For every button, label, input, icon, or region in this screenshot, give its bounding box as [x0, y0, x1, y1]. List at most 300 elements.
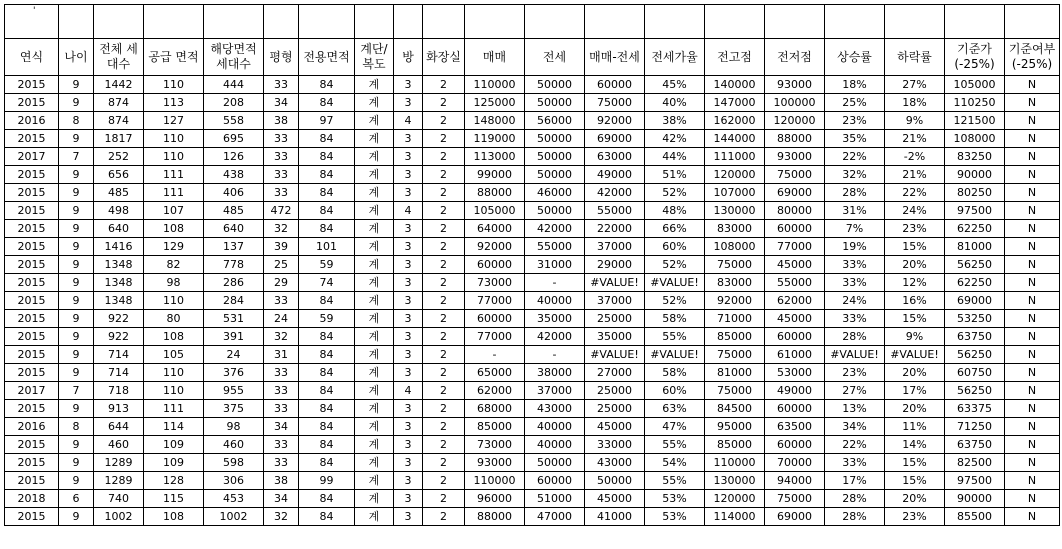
table-cell[interactable]: 40000	[525, 292, 585, 310]
table-cell[interactable]: 110000	[705, 454, 765, 472]
table-cell[interactable]: 60000	[765, 436, 825, 454]
table-cell[interactable]: 84	[299, 328, 355, 346]
table-cell[interactable]: 계	[355, 112, 394, 130]
table-cell[interactable]: 35%	[825, 130, 885, 148]
table-cell[interactable]: 1348	[94, 292, 144, 310]
table-cell[interactable]: 계	[355, 454, 394, 472]
column-header[interactable]: 상승률	[825, 39, 885, 76]
corner-mark-cell[interactable]: '	[5, 5, 59, 39]
table-cell[interactable]: 60750	[945, 364, 1005, 382]
table-cell[interactable]: 119000	[465, 130, 525, 148]
table-cell[interactable]: 9	[59, 76, 94, 94]
table-cell[interactable]: 60000	[525, 472, 585, 490]
column-header[interactable]: 계단/ 복도	[355, 39, 394, 76]
table-cell[interactable]: N	[1005, 112, 1060, 130]
table-cell[interactable]: 계	[355, 184, 394, 202]
table-cell[interactable]: N	[1005, 256, 1060, 274]
table-cell[interactable]: 9	[59, 454, 94, 472]
table-cell[interactable]: 42000	[585, 184, 645, 202]
table-cell[interactable]: 88000	[465, 184, 525, 202]
table-cell[interactable]: 38000	[525, 364, 585, 382]
table-cell[interactable]: 계	[355, 202, 394, 220]
table-cell[interactable]: 2017	[5, 382, 59, 400]
table-cell[interactable]: 128	[144, 472, 204, 490]
table-cell[interactable]: 63750	[945, 328, 1005, 346]
table-cell[interactable]: 105	[144, 346, 204, 364]
table-cell[interactable]: 52%	[645, 292, 705, 310]
table-cell[interactable]: 2015	[5, 508, 59, 526]
table-cell[interactable]: 2015	[5, 310, 59, 328]
table-cell[interactable]: 9	[59, 310, 94, 328]
table-cell[interactable]: 75000	[765, 490, 825, 508]
table-cell[interactable]: 3	[394, 184, 423, 202]
table-cell[interactable]: 2015	[5, 238, 59, 256]
table-cell[interactable]: 83000	[705, 274, 765, 292]
table-cell[interactable]: 25%	[825, 94, 885, 112]
column-header[interactable]: 하락률	[885, 39, 945, 76]
table-cell[interactable]: 2	[423, 202, 465, 220]
table-cell[interactable]: 2	[423, 274, 465, 292]
table-cell[interactable]: 2015	[5, 472, 59, 490]
table-cell[interactable]: N	[1005, 292, 1060, 310]
table-cell[interactable]: 8	[59, 418, 94, 436]
column-header[interactable]: 전세	[525, 39, 585, 76]
table-cell[interactable]: 93000	[765, 148, 825, 166]
table-cell[interactable]: 640	[204, 220, 264, 238]
table-cell[interactable]: N	[1005, 220, 1060, 238]
table-cell[interactable]: 129	[144, 238, 204, 256]
table-cell[interactable]: 4	[394, 112, 423, 130]
table-cell[interactable]: 33	[264, 382, 299, 400]
table-cell[interactable]: 65000	[465, 364, 525, 382]
table-cell[interactable]: -	[525, 274, 585, 292]
table-cell[interactable]: 1002	[94, 508, 144, 526]
table-cell[interactable]: N	[1005, 94, 1060, 112]
table-cell[interactable]: 4	[394, 202, 423, 220]
table-cell[interactable]: N	[1005, 400, 1060, 418]
table-cell[interactable]: 계	[355, 418, 394, 436]
table-cell[interactable]: 계	[355, 166, 394, 184]
table-cell[interactable]: 9	[59, 256, 94, 274]
table-cell[interactable]: 20%	[885, 256, 945, 274]
table-cell[interactable]: 35000	[525, 310, 585, 328]
table-cell[interactable]: 21%	[885, 166, 945, 184]
table-cell[interactable]: 24%	[885, 202, 945, 220]
table-cell[interactable]: 2015	[5, 166, 59, 184]
table-cell[interactable]: 109	[144, 436, 204, 454]
table-cell[interactable]: 2	[423, 94, 465, 112]
table-cell[interactable]: 33%	[825, 256, 885, 274]
table-cell[interactable]: 50000	[525, 76, 585, 94]
table-cell[interactable]: 19%	[825, 238, 885, 256]
table-cell[interactable]: 453	[204, 490, 264, 508]
table-cell[interactable]: 955	[204, 382, 264, 400]
table-cell[interactable]: N	[1005, 274, 1060, 292]
table-cell[interactable]: 계	[355, 256, 394, 274]
table-cell[interactable]: 계	[355, 328, 394, 346]
table-cell[interactable]: 3	[394, 328, 423, 346]
table-cell[interactable]: N	[1005, 76, 1060, 94]
column-header[interactable]: 전세가율	[645, 39, 705, 76]
table-cell[interactable]: 계	[355, 310, 394, 328]
table-cell[interactable]: 3	[394, 166, 423, 184]
table-cell[interactable]: 66%	[645, 220, 705, 238]
table-cell[interactable]: 31000	[525, 256, 585, 274]
table-cell[interactable]: 110	[144, 364, 204, 382]
table-cell[interactable]: 108	[144, 220, 204, 238]
table-cell[interactable]: 3	[394, 310, 423, 328]
table-cell[interactable]: 3	[394, 454, 423, 472]
table-cell[interactable]: 33%	[825, 310, 885, 328]
table-cell[interactable]: 56250	[945, 256, 1005, 274]
table-cell[interactable]: 32%	[825, 166, 885, 184]
table-cell[interactable]: 1289	[94, 472, 144, 490]
table-cell[interactable]: N	[1005, 490, 1060, 508]
table-cell[interactable]: 84	[299, 220, 355, 238]
table-cell[interactable]: 84	[299, 94, 355, 112]
table-cell[interactable]: 695	[204, 130, 264, 148]
table-cell[interactable]: 37000	[525, 382, 585, 400]
table-cell[interactable]: N	[1005, 382, 1060, 400]
table-cell[interactable]: 111	[144, 166, 204, 184]
column-header[interactable]: 기준여부 (-25%)	[1005, 39, 1060, 76]
table-cell[interactable]: 2	[423, 328, 465, 346]
table-cell[interactable]: 3	[394, 472, 423, 490]
table-cell[interactable]: 77000	[465, 292, 525, 310]
table-cell[interactable]: 계	[355, 274, 394, 292]
table-cell[interactable]: 2	[423, 508, 465, 526]
table-cell[interactable]: 계	[355, 238, 394, 256]
table-cell[interactable]: 100000	[765, 94, 825, 112]
table-cell[interactable]: 계	[355, 472, 394, 490]
table-cell[interactable]: 111	[144, 400, 204, 418]
table-cell[interactable]: 92000	[705, 292, 765, 310]
table-cell[interactable]: 55000	[525, 238, 585, 256]
table-cell[interactable]: 121500	[945, 112, 1005, 130]
table-cell[interactable]: 9	[59, 274, 94, 292]
table-cell[interactable]: 9	[59, 220, 94, 238]
table-cell[interactable]: 92000	[585, 112, 645, 130]
table-cell[interactable]: 37000	[585, 238, 645, 256]
table-cell[interactable]: 55%	[645, 328, 705, 346]
table-cell[interactable]: 90000	[945, 166, 1005, 184]
table-cell[interactable]: 84	[299, 508, 355, 526]
table-cell[interactable]: 3	[394, 400, 423, 418]
table-cell[interactable]: 2015	[5, 454, 59, 472]
table-cell[interactable]: 24%	[825, 292, 885, 310]
table-cell[interactable]: 25000	[585, 400, 645, 418]
table-cell[interactable]: 31	[264, 346, 299, 364]
table-cell[interactable]: 80	[144, 310, 204, 328]
table-cell[interactable]: 17%	[885, 382, 945, 400]
table-cell[interactable]: 84	[299, 400, 355, 418]
table-cell[interactable]: 306	[204, 472, 264, 490]
table-cell[interactable]: 34	[264, 418, 299, 436]
table-cell[interactable]: 375	[204, 400, 264, 418]
table-cell[interactable]: 2016	[5, 418, 59, 436]
table-cell[interactable]: 125000	[465, 94, 525, 112]
table-cell[interactable]: 75000	[705, 256, 765, 274]
table-cell[interactable]: 2015	[5, 130, 59, 148]
table-cell[interactable]: 60000	[585, 76, 645, 94]
table-cell[interactable]: 498	[94, 202, 144, 220]
table-cell[interactable]: 110	[144, 130, 204, 148]
table-cell[interactable]: 2	[423, 130, 465, 148]
table-cell[interactable]: #VALUE!	[885, 346, 945, 364]
table-cell[interactable]: 2015	[5, 94, 59, 112]
table-cell[interactable]: 50000	[525, 94, 585, 112]
table-cell[interactable]: 147000	[705, 94, 765, 112]
table-cell[interactable]: 558	[204, 112, 264, 130]
table-cell[interactable]: 51%	[645, 166, 705, 184]
table-cell[interactable]: 84	[299, 382, 355, 400]
table-cell[interactable]: 84	[299, 148, 355, 166]
table-cell[interactable]: 20%	[885, 490, 945, 508]
table-cell[interactable]: 2015	[5, 76, 59, 94]
table-cell[interactable]: 108	[144, 508, 204, 526]
table-cell[interactable]: 70000	[765, 454, 825, 472]
column-header[interactable]: 기준가 (-25%)	[945, 39, 1005, 76]
table-cell[interactable]: 27000	[585, 364, 645, 382]
table-cell[interactable]: 55000	[765, 274, 825, 292]
table-cell[interactable]: 778	[204, 256, 264, 274]
table-cell[interactable]: 2	[423, 364, 465, 382]
table-cell[interactable]: 74	[299, 274, 355, 292]
column-header[interactable]: 매매	[465, 39, 525, 76]
table-cell[interactable]: 50000	[525, 166, 585, 184]
table-cell[interactable]: 28%	[825, 508, 885, 526]
column-header[interactable]: 전저점	[765, 39, 825, 76]
table-cell[interactable]: 2	[423, 238, 465, 256]
table-cell[interactable]: 9	[59, 292, 94, 310]
table-cell[interactable]: 29	[264, 274, 299, 292]
table-cell[interactable]: 252	[94, 148, 144, 166]
table-cell[interactable]: 1442	[94, 76, 144, 94]
table-cell[interactable]: 2	[423, 490, 465, 508]
table-cell[interactable]: 9	[59, 184, 94, 202]
table-cell[interactable]: 2	[423, 148, 465, 166]
table-cell[interactable]: 83250	[945, 148, 1005, 166]
table-cell[interactable]: 22%	[885, 184, 945, 202]
table-cell[interactable]: 계	[355, 148, 394, 166]
table-cell[interactable]: 84	[299, 292, 355, 310]
table-cell[interactable]: 2015	[5, 202, 59, 220]
table-cell[interactable]: 42%	[645, 130, 705, 148]
table-cell[interactable]: 33	[264, 148, 299, 166]
table-cell[interactable]: 15%	[885, 454, 945, 472]
table-cell[interactable]: 42000	[525, 220, 585, 238]
table-cell[interactable]: 15%	[885, 472, 945, 490]
column-header[interactable]: 나이	[59, 39, 94, 76]
table-cell[interactable]: 45%	[645, 76, 705, 94]
table-cell[interactable]: 93000	[465, 454, 525, 472]
table-cell[interactable]: 69000	[945, 292, 1005, 310]
table-cell[interactable]: 60000	[765, 328, 825, 346]
table-cell[interactable]: 9	[59, 130, 94, 148]
table-cell[interactable]: 101	[299, 238, 355, 256]
table-cell[interactable]: 107	[144, 202, 204, 220]
table-cell[interactable]: 20%	[885, 400, 945, 418]
table-cell[interactable]: 73000	[465, 436, 525, 454]
table-cell[interactable]: 3	[394, 94, 423, 112]
table-cell[interactable]: 485	[204, 202, 264, 220]
table-cell[interactable]: 598	[204, 454, 264, 472]
table-cell[interactable]: 2015	[5, 274, 59, 292]
table-cell[interactable]: 계	[355, 490, 394, 508]
table-cell[interactable]: 9	[59, 238, 94, 256]
table-cell[interactable]: 97500	[945, 202, 1005, 220]
table-cell[interactable]: 64000	[465, 220, 525, 238]
table-cell[interactable]: 2	[423, 436, 465, 454]
table-cell[interactable]: 98	[144, 274, 204, 292]
table-cell[interactable]: 113	[144, 94, 204, 112]
table-cell[interactable]: 84	[299, 364, 355, 382]
table-cell[interactable]: 60000	[465, 256, 525, 274]
table-cell[interactable]: 9	[59, 328, 94, 346]
table-cell[interactable]: 47%	[645, 418, 705, 436]
table-cell[interactable]: 33	[264, 166, 299, 184]
table-cell[interactable]: 2	[423, 472, 465, 490]
table-cell[interactable]: 25000	[585, 310, 645, 328]
table-cell[interactable]: 84	[299, 166, 355, 184]
table-cell[interactable]: 43000	[585, 454, 645, 472]
table-cell[interactable]: 73000	[465, 274, 525, 292]
table-cell[interactable]: 7	[59, 382, 94, 400]
table-cell[interactable]: 13%	[825, 400, 885, 418]
table-cell[interactable]: 3	[394, 418, 423, 436]
table-cell[interactable]: 계	[355, 130, 394, 148]
table-cell[interactable]: #VALUE!	[585, 346, 645, 364]
table-cell[interactable]: 32	[264, 220, 299, 238]
table-cell[interactable]: N	[1005, 184, 1060, 202]
table-cell[interactable]: 98	[204, 418, 264, 436]
table-cell[interactable]: 874	[94, 112, 144, 130]
table-cell[interactable]: 54%	[645, 454, 705, 472]
table-cell[interactable]: 7	[59, 148, 94, 166]
table-cell[interactable]: 4	[394, 382, 423, 400]
table-cell[interactable]: #VALUE!	[645, 274, 705, 292]
table-cell[interactable]: 97500	[945, 472, 1005, 490]
table-cell[interactable]: 2	[423, 184, 465, 202]
table-cell[interactable]: 84	[299, 436, 355, 454]
table-cell[interactable]: 32	[264, 328, 299, 346]
table-cell[interactable]: 28%	[825, 328, 885, 346]
column-header[interactable]: 공급 면적	[144, 39, 204, 76]
table-cell[interactable]: 99000	[465, 166, 525, 184]
table-cell[interactable]: 47000	[525, 508, 585, 526]
table-cell[interactable]: 9%	[885, 112, 945, 130]
table-cell[interactable]: 1416	[94, 238, 144, 256]
table-cell[interactable]: 120000	[705, 166, 765, 184]
table-cell[interactable]: 9	[59, 346, 94, 364]
table-cell[interactable]: 33	[264, 184, 299, 202]
table-cell[interactable]: 계	[355, 220, 394, 238]
table-cell[interactable]: 53%	[645, 490, 705, 508]
table-cell[interactable]: 81000	[705, 364, 765, 382]
table-cell[interactable]: 33	[264, 130, 299, 148]
table-cell[interactable]: 376	[204, 364, 264, 382]
table-cell[interactable]: 69000	[585, 130, 645, 148]
table-cell[interactable]: 38	[264, 112, 299, 130]
table-cell[interactable]: 3	[394, 508, 423, 526]
table-cell[interactable]: 406	[204, 184, 264, 202]
table-cell[interactable]: 90000	[945, 490, 1005, 508]
table-cell[interactable]: 49000	[765, 382, 825, 400]
table-cell[interactable]: 2017	[5, 148, 59, 166]
table-cell[interactable]: 33	[264, 292, 299, 310]
table-cell[interactable]: 82500	[945, 454, 1005, 472]
table-cell[interactable]: 84	[299, 418, 355, 436]
table-cell[interactable]: N	[1005, 346, 1060, 364]
table-cell[interactable]: 80250	[945, 184, 1005, 202]
table-cell[interactable]: 3	[394, 76, 423, 94]
table-cell[interactable]: 9	[59, 94, 94, 112]
table-cell[interactable]: 3	[394, 148, 423, 166]
table-cell[interactable]: 45000	[765, 256, 825, 274]
table-cell[interactable]: 2	[423, 310, 465, 328]
table-cell[interactable]: 77000	[465, 328, 525, 346]
table-cell[interactable]: 144000	[705, 130, 765, 148]
table-cell[interactable]: 80000	[765, 202, 825, 220]
table-cell[interactable]: 50000	[525, 454, 585, 472]
table-cell[interactable]: 95000	[705, 418, 765, 436]
table-cell[interactable]: 2015	[5, 184, 59, 202]
table-cell[interactable]: 63375	[945, 400, 1005, 418]
table-cell[interactable]: 107000	[705, 184, 765, 202]
table-cell[interactable]: 9	[59, 202, 94, 220]
table-cell[interactable]: 23%	[885, 508, 945, 526]
table-cell[interactable]: 286	[204, 274, 264, 292]
table-cell[interactable]: 644	[94, 418, 144, 436]
table-cell[interactable]: 52%	[645, 184, 705, 202]
table-cell[interactable]: 38	[264, 472, 299, 490]
table-cell[interactable]: 29000	[585, 256, 645, 274]
table-cell[interactable]: 계	[355, 364, 394, 382]
table-cell[interactable]: 3	[394, 130, 423, 148]
table-cell[interactable]: 56000	[525, 112, 585, 130]
table-cell[interactable]: N	[1005, 508, 1060, 526]
column-header[interactable]: 전체 세대수	[94, 39, 144, 76]
table-cell[interactable]: 계	[355, 508, 394, 526]
table-cell[interactable]: 55%	[645, 472, 705, 490]
table-cell[interactable]: 84500	[705, 400, 765, 418]
table-cell[interactable]: 8	[59, 112, 94, 130]
table-cell[interactable]: 84	[299, 490, 355, 508]
table-cell[interactable]: 2015	[5, 346, 59, 364]
table-cell[interactable]: 114	[144, 418, 204, 436]
table-cell[interactable]: 110	[144, 292, 204, 310]
table-cell[interactable]: 7%	[825, 220, 885, 238]
table-cell[interactable]: 113000	[465, 148, 525, 166]
table-cell[interactable]: -	[525, 346, 585, 364]
table-cell[interactable]: 114000	[705, 508, 765, 526]
table-cell[interactable]: 53250	[945, 310, 1005, 328]
column-header[interactable]: 전용면적	[299, 39, 355, 76]
table-cell[interactable]: 109	[144, 454, 204, 472]
table-cell[interactable]: 52%	[645, 256, 705, 274]
table-cell[interactable]: 계	[355, 382, 394, 400]
table-cell[interactable]: 계	[355, 346, 394, 364]
table-cell[interactable]: #VALUE!	[645, 346, 705, 364]
table-cell[interactable]: 84	[299, 184, 355, 202]
table-cell[interactable]: 3	[394, 274, 423, 292]
table-cell[interactable]: 50000	[525, 202, 585, 220]
column-header[interactable]: 매매-전세	[585, 39, 645, 76]
table-cell[interactable]: 24	[264, 310, 299, 328]
table-cell[interactable]: 22%	[825, 148, 885, 166]
table-cell[interactable]: N	[1005, 130, 1060, 148]
column-header[interactable]: 방	[394, 39, 423, 76]
